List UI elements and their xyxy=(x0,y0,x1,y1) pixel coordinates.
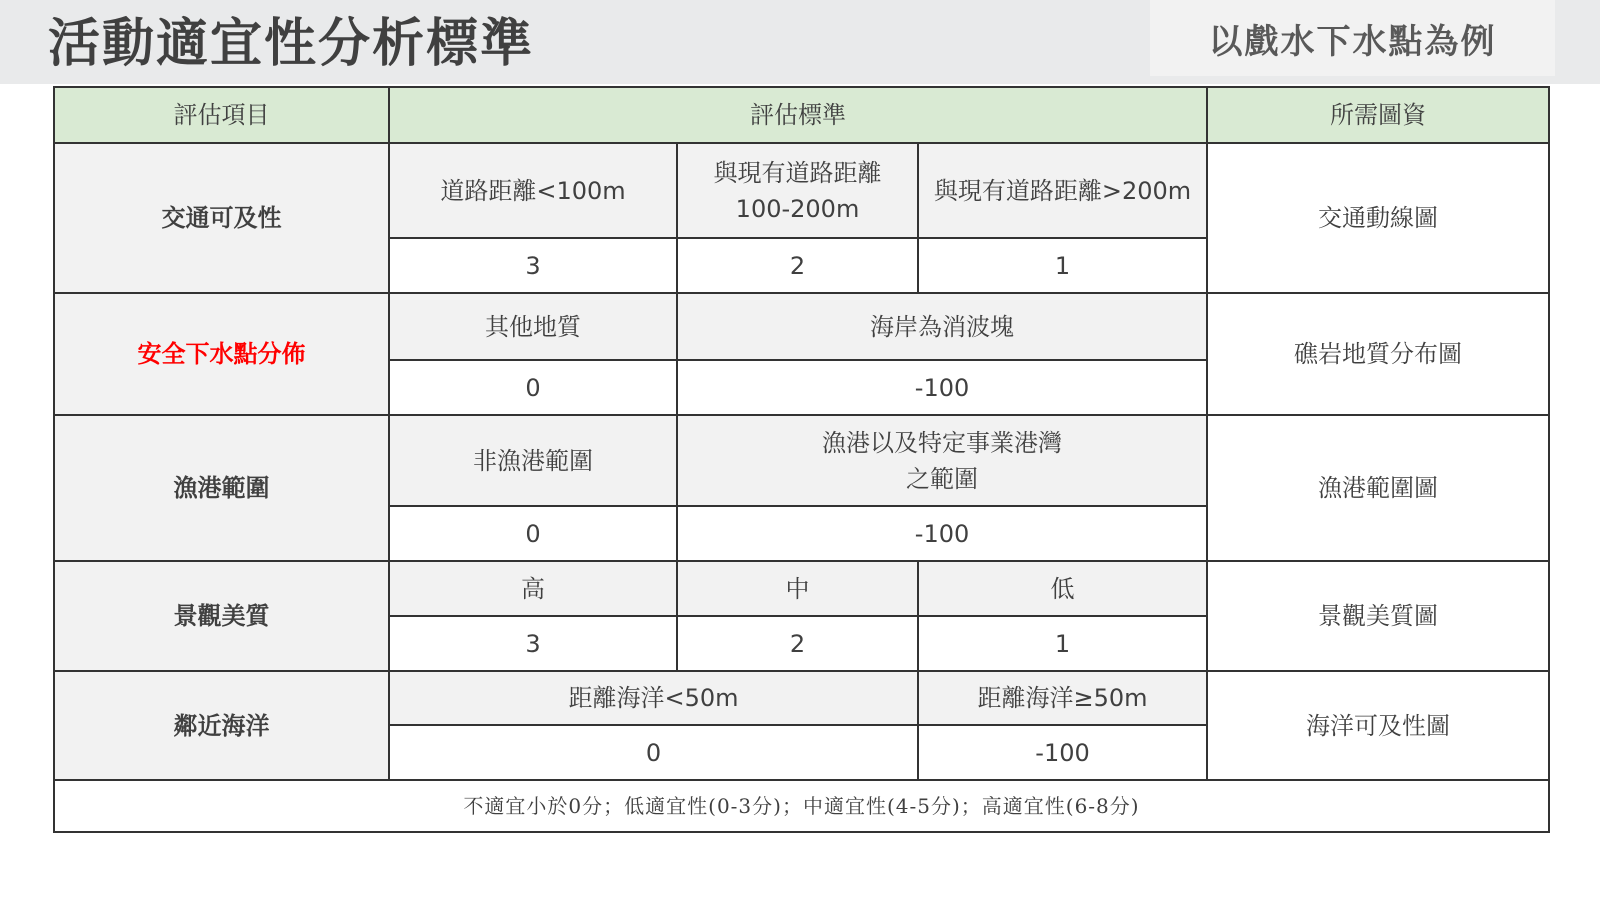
score-cell: 1 xyxy=(918,238,1207,293)
score-cell: -100 xyxy=(677,360,1207,415)
criteria-cell: 距離海洋<50m xyxy=(389,671,918,725)
score-cell: 1 xyxy=(918,616,1207,671)
map-cell: 景觀美質圖 xyxy=(1207,561,1549,671)
page-title: 活動適宜性分析標準 xyxy=(48,14,535,74)
criteria-table xyxy=(53,86,1550,833)
score-cell: -100 xyxy=(918,725,1207,780)
criteria-cell: 其他地質 xyxy=(389,293,677,360)
score-cell: -100 xyxy=(677,506,1207,561)
table-row xyxy=(54,293,1549,360)
table-row xyxy=(54,561,1549,616)
item-cell: 交通可及性 xyxy=(54,143,389,293)
scoring-footnote: 不適宜小於0分；低適宜性(0-3分)；中適宜性(4-5分)；高適宜性(6-8分) xyxy=(54,780,1549,832)
footnote-row xyxy=(54,780,1549,832)
item-cell-highlighted: 安全下水點分佈 xyxy=(54,293,389,415)
table-row xyxy=(54,415,1549,506)
score-cell: 2 xyxy=(677,616,918,671)
score-cell: 2 xyxy=(677,238,918,293)
score-cell: 3 xyxy=(389,238,677,293)
table-row xyxy=(54,143,1549,238)
score-cell: 0 xyxy=(389,725,918,780)
criteria-cell: 道路距離<100m xyxy=(389,143,677,238)
item-cell: 鄰近海洋 xyxy=(54,671,389,780)
item-cell: 漁港範圍 xyxy=(54,415,389,561)
criteria-cell: 距離海洋≥50m xyxy=(918,671,1207,725)
header-criteria: 評估標準 xyxy=(389,87,1207,143)
header-map: 所需圖資 xyxy=(1207,87,1549,143)
score-cell: 0 xyxy=(389,360,677,415)
criteria-cell: 低 xyxy=(918,561,1207,616)
score-cell: 0 xyxy=(389,506,677,561)
score-cell: 3 xyxy=(389,616,677,671)
map-cell: 漁港範圍圖 xyxy=(1207,415,1549,561)
criteria-cell: 非漁港範圍 xyxy=(389,415,677,506)
table-header-row xyxy=(54,87,1549,143)
criteria-cell: 與現有道路距離 100-200m xyxy=(677,143,918,238)
criteria-cell: 與現有道路距離>200m xyxy=(918,143,1207,238)
criteria-cell: 高 xyxy=(389,561,677,616)
map-cell: 礁岩地質分布圖 xyxy=(1207,293,1549,415)
example-label: 以戲水下水點為例 xyxy=(1208,21,1497,62)
item-cell: 景觀美質 xyxy=(54,561,389,671)
criteria-cell: 漁港以及特定事業港灣 之範圍 xyxy=(677,415,1207,506)
table-row xyxy=(54,671,1549,725)
criteria-cell: 中 xyxy=(677,561,918,616)
criteria-cell: 海岸為消波塊 xyxy=(677,293,1207,360)
map-cell: 交通動線圖 xyxy=(1207,143,1549,293)
example-box xyxy=(1150,0,1555,76)
header-item: 評估項目 xyxy=(54,87,389,143)
map-cell: 海洋可及性圖 xyxy=(1207,671,1549,780)
